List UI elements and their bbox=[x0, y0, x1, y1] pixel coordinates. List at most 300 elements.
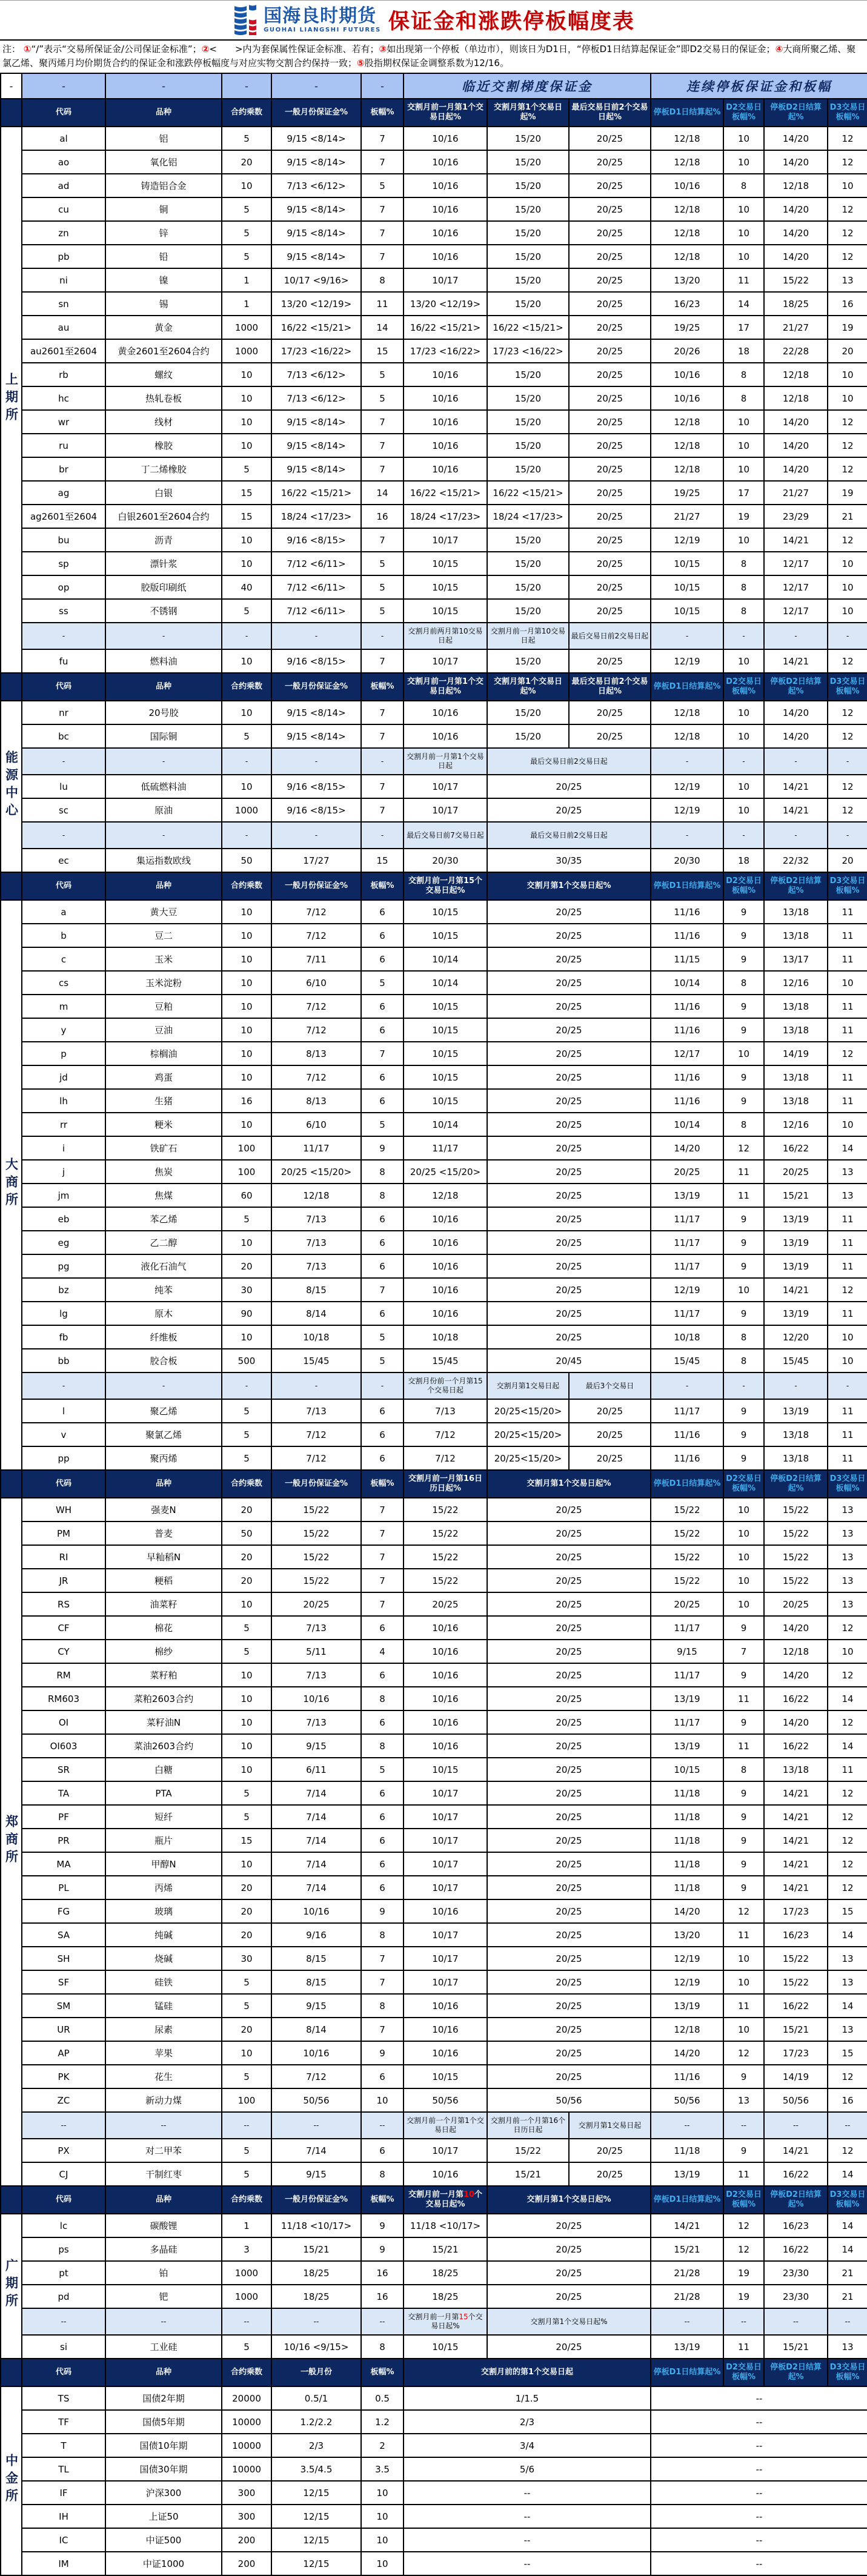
gradient2-cell: 20/25 bbox=[487, 2018, 651, 2041]
gradient1-cell: 10/16 bbox=[404, 410, 487, 434]
gradient1-cell: 10/15 bbox=[404, 1089, 487, 1113]
gradient2-cell: 20/25 bbox=[487, 2237, 651, 2261]
gradient1-cell: 10/16 bbox=[404, 2041, 487, 2065]
table-row bbox=[1, 775, 867, 798]
gradient1-cell: 10/16 bbox=[404, 1687, 487, 1710]
d2-margin-cell: 13/18 bbox=[764, 1446, 828, 1470]
table-row bbox=[1, 971, 867, 995]
d2-limit-cell: 8 bbox=[723, 1758, 764, 1781]
d1-margin-cell: 12/19 bbox=[651, 649, 723, 673]
code-cell: lh bbox=[22, 1089, 105, 1113]
d3-limit-cell: 10 bbox=[828, 575, 867, 599]
dash-cell: - bbox=[361, 73, 404, 99]
gradient1-cell: 10/16 bbox=[404, 363, 487, 386]
d3-limit-cell: 14 bbox=[828, 1136, 867, 1160]
d2-margin-cell: 12/18 bbox=[764, 1640, 828, 1663]
d2-limit-cell: 8 bbox=[723, 1325, 764, 1349]
limit-cell: 7 bbox=[361, 2018, 404, 2041]
table-row bbox=[1, 316, 867, 339]
d1-margin-cell: - bbox=[651, 623, 723, 649]
margin-cell: 18/24 <17/23> bbox=[271, 505, 361, 528]
margin-cell: -- bbox=[271, 2112, 361, 2139]
d2-margin-cell: 12/18 bbox=[764, 174, 828, 197]
d2-limit-cell: 9 bbox=[723, 1254, 764, 1278]
margin-cell: 8/15 bbox=[271, 1278, 361, 1302]
margin-cell: 10/16 bbox=[271, 1899, 361, 1923]
d2-margin-cell: 15/22 bbox=[764, 1498, 828, 1521]
d1-margin-cell: 11/16 bbox=[651, 1065, 723, 1089]
code-cell: lc bbox=[22, 2214, 105, 2237]
multiplier-cell: 10 bbox=[222, 386, 271, 410]
header-cell: 交割月前一月第1个交易日起% bbox=[404, 673, 487, 701]
margin-cell: 11/17 bbox=[271, 1136, 361, 1160]
gradient3-cell: 20/25 bbox=[569, 245, 651, 268]
header-cell: 品种 bbox=[105, 673, 222, 701]
variety-cell: 乙二醇 bbox=[105, 1231, 222, 1254]
d3-limit-cell: 11 bbox=[828, 1399, 867, 1423]
multiplier-cell: 5 bbox=[222, 1207, 271, 1231]
d2-margin-cell: 12/16 bbox=[764, 1113, 828, 1136]
variety-cell: 碳酸锂 bbox=[105, 2214, 222, 2237]
code-cell: FG bbox=[22, 1899, 105, 1923]
limit-cell: 9 bbox=[361, 2041, 404, 2065]
gradient1-cell: 15/22 bbox=[404, 1498, 487, 1521]
variety-cell: 沪深300 bbox=[105, 2481, 222, 2505]
page-title: 保证金和涨跌停板幅度表 bbox=[388, 10, 635, 34]
multiplier-cell: 5 bbox=[222, 1970, 271, 1994]
limit-cell: 7 bbox=[361, 798, 404, 822]
header-cell: 停板D2日结算起% bbox=[764, 673, 828, 701]
section-label-text: 中金所 bbox=[4, 2453, 19, 2506]
d2-limit-cell: 8 bbox=[723, 971, 764, 995]
variety-cell: 豆二 bbox=[105, 924, 222, 947]
variety-cell: 锡 bbox=[105, 292, 222, 316]
multiplier-cell: 5 bbox=[222, 2065, 271, 2088]
table-row bbox=[1, 1781, 867, 1805]
margin-cell: 9/15 <8/14> bbox=[271, 221, 361, 245]
gradient2-cell: 20/25 bbox=[487, 1663, 651, 1687]
header-cell: 停板D2日结算起% bbox=[764, 2359, 828, 2386]
multiplier-cell: 10 bbox=[222, 701, 271, 724]
gradient2-cell: 20/25 bbox=[487, 1325, 651, 1349]
gradient3-cell: 20/25 bbox=[569, 363, 651, 386]
variety-cell: 集运指数欧线 bbox=[105, 849, 222, 872]
table-row bbox=[1, 197, 867, 221]
table-row bbox=[1, 2261, 867, 2285]
gradient1-cell: 15/21 bbox=[404, 2237, 487, 2261]
limit-cell: 6 bbox=[361, 1065, 404, 1089]
variety-cell: 生猪 bbox=[105, 1089, 222, 1113]
limit-cell: 9 bbox=[361, 2237, 404, 2261]
gradient3-cell: 20/25 bbox=[569, 174, 651, 197]
d3-limit-cell: 11 bbox=[828, 1231, 867, 1254]
table-row bbox=[1, 1521, 867, 1545]
gradient2-cell: 交割月前一月第10交易日起 bbox=[487, 623, 569, 649]
d1-margin-cell: 15/45 bbox=[651, 1349, 723, 1372]
limit-cell: 8 bbox=[361, 1923, 404, 1947]
variety-cell: 中证500 bbox=[105, 2528, 222, 2552]
margin-cell: 15/22 bbox=[271, 1569, 361, 1592]
table-row bbox=[1, 1569, 867, 1592]
multiplier-cell: 10 bbox=[222, 649, 271, 673]
d2-limit-cell: 11 bbox=[723, 1687, 764, 1710]
variety-cell: 焦炭 bbox=[105, 1160, 222, 1184]
code-cell: ss bbox=[22, 599, 105, 623]
header-cell: D3交易日板幅% bbox=[828, 673, 867, 701]
code-cell: pb bbox=[22, 245, 105, 268]
limit-cell: 7 bbox=[361, 528, 404, 552]
d2-limit-cell: 10 bbox=[723, 1947, 764, 1970]
d2-limit-cell: 17 bbox=[723, 481, 764, 505]
margin-cell: 7/12 bbox=[271, 1065, 361, 1089]
d3-limit-cell: 12 bbox=[828, 775, 867, 798]
d3-limit-cell: 11 bbox=[828, 1302, 867, 1325]
multiplier-cell: 10 bbox=[222, 1592, 271, 1616]
header-cell: 交割月前一月第16日历日起% bbox=[404, 1470, 487, 1498]
dash-cell: - bbox=[105, 73, 222, 99]
multiplier-cell: 10 bbox=[222, 2041, 271, 2065]
header-cell: D3交易日板幅% bbox=[828, 99, 867, 127]
gradient3-cell: 20/25 bbox=[569, 339, 651, 363]
limit-cell: - bbox=[361, 748, 404, 775]
d3-limit-cell: 12 bbox=[828, 528, 867, 552]
d1-margin-cell: 11/17 bbox=[651, 1616, 723, 1640]
multiplier-cell: 10 bbox=[222, 1065, 271, 1089]
d3-limit-cell: 12 bbox=[828, 1829, 867, 1852]
variety-cell: 胶版印刷纸 bbox=[105, 575, 222, 599]
variety-cell: 新动力煤 bbox=[105, 2088, 222, 2112]
multiplier-cell: 30 bbox=[222, 1278, 271, 1302]
d2-margin-cell: 15/45 bbox=[764, 1349, 828, 1372]
d1-margin-cell: 10/16 bbox=[651, 174, 723, 197]
d1-margin-cell: 12/18 bbox=[651, 410, 723, 434]
code-cell: pp bbox=[22, 1446, 105, 1470]
table-row bbox=[1, 947, 867, 971]
multiplier-cell: 100 bbox=[222, 1160, 271, 1184]
note-marker: ① bbox=[23, 44, 32, 55]
header-cell: 合约乘数 bbox=[222, 2186, 271, 2214]
gradient1-cell: 10/17 bbox=[404, 1876, 487, 1899]
margin-cell: 12/15 bbox=[271, 2505, 361, 2528]
d2-limit-cell: - bbox=[723, 623, 764, 649]
d2-margin-cell: 14/19 bbox=[764, 2065, 828, 2088]
multiplier-cell: 10 bbox=[222, 1734, 271, 1758]
d2-margin-cell: 14/20 bbox=[764, 1710, 828, 1734]
gradient2-cell: 20/25 bbox=[487, 1042, 651, 1065]
gradient2-cell: 20/25 bbox=[487, 1184, 651, 1207]
multiplier-cell: 10 bbox=[222, 1687, 271, 1710]
d2-limit-cell: 13 bbox=[723, 2088, 764, 2112]
margin-cell: 7/12 <6/11> bbox=[271, 599, 361, 623]
d3-limit-cell: 11 bbox=[828, 1207, 867, 1231]
d3-limit-cell: 13 bbox=[828, 2335, 867, 2359]
d2-margin-cell: 15/22 bbox=[764, 1569, 828, 1592]
d2-limit-cell: 9 bbox=[723, 947, 764, 971]
gradient3-cell: 20/25 bbox=[569, 292, 651, 316]
gradient2-cell: 20/25 bbox=[487, 1947, 651, 1970]
limit-cell: 9 bbox=[361, 1136, 404, 1160]
header-cell: 板幅% bbox=[361, 2359, 404, 2386]
table-row bbox=[1, 1687, 867, 1710]
d3-limit-cell: 12 bbox=[828, 245, 867, 268]
d3-limit-cell: 12 bbox=[828, 1042, 867, 1065]
header-cell: 代码 bbox=[22, 2359, 105, 2386]
margin-cell: 16/22 <15/21> bbox=[271, 481, 361, 505]
multiplier-cell: 40 bbox=[222, 575, 271, 599]
d1-margin-cell: -- bbox=[651, 2112, 723, 2139]
gradient1-cell: 10/16 bbox=[404, 1207, 487, 1231]
variety-cell: 线材 bbox=[105, 410, 222, 434]
gradient1-cell: 1/1.5 bbox=[404, 2386, 651, 2410]
d2-limit-cell: 10 bbox=[723, 1545, 764, 1569]
gradient2-cell: 15/20 bbox=[487, 150, 569, 174]
variety-cell: 棕榈油 bbox=[105, 1042, 222, 1065]
variety-cell: 锰硅 bbox=[105, 1994, 222, 2018]
d3-limit-cell: 10 bbox=[828, 386, 867, 410]
multiplier-cell: 60 bbox=[222, 1184, 271, 1207]
code-cell: rb bbox=[22, 363, 105, 386]
table-row bbox=[1, 1994, 867, 2018]
d2-limit-cell: 9 bbox=[723, 1302, 764, 1325]
gradient1-cell: 16/22 <15/21> bbox=[404, 481, 487, 505]
gradient1-cell: 10/16 bbox=[404, 245, 487, 268]
d3-limit-cell: 14 bbox=[828, 1734, 867, 1758]
code-cell: y bbox=[22, 1018, 105, 1042]
variety-cell: 纯苯 bbox=[105, 1278, 222, 1302]
d3-limit-cell: 13 bbox=[828, 1545, 867, 1569]
d1-margin-cell: 10/16 bbox=[651, 386, 723, 410]
gradient2-cell: 18/24 <17/23> bbox=[487, 505, 569, 528]
limit-cell: 6 bbox=[361, 1018, 404, 1042]
d2-limit-cell: 10 bbox=[723, 724, 764, 748]
code-cell: ag2601至2604 bbox=[22, 505, 105, 528]
margin-cell: 20/25 <15/20> bbox=[271, 1160, 361, 1184]
d3-limit-cell: 12 bbox=[828, 150, 867, 174]
d2-limit-cell: 10 bbox=[723, 1278, 764, 1302]
d2-limit-cell: 9 bbox=[723, 1018, 764, 1042]
header-cell: 停板D2日结算起% bbox=[764, 99, 828, 127]
d2-limit-cell: 9 bbox=[723, 900, 764, 924]
d2-margin-cell: 14/20 bbox=[764, 434, 828, 457]
d3-limit-cell: 12 bbox=[828, 457, 867, 481]
header-cell: D3交易日板幅% bbox=[828, 872, 867, 900]
d2-limit-cell: 11 bbox=[723, 268, 764, 292]
margin-cell: 9/15 <8/14> bbox=[271, 457, 361, 481]
code-cell: TA bbox=[22, 1781, 105, 1805]
variety-cell: 硅铁 bbox=[105, 1970, 222, 1994]
table-row bbox=[1, 150, 867, 174]
d2-margin-cell: 14/20 bbox=[764, 457, 828, 481]
multiplier-cell: 16 bbox=[222, 1089, 271, 1113]
variety-cell: 国债30年期 bbox=[105, 2457, 222, 2481]
section-label-text: 上期所 bbox=[4, 372, 19, 425]
d2-margin-cell: 16/22 bbox=[764, 1136, 828, 1160]
gradient1-cell: 10/16 bbox=[404, 1254, 487, 1278]
d3-limit-cell: 15 bbox=[828, 2041, 867, 2065]
d2-margin-cell: 14/20 bbox=[764, 410, 828, 434]
gradient2-cell: 20/25 bbox=[487, 1923, 651, 1947]
gradient1-cell: 10/16 bbox=[404, 2162, 487, 2186]
d2-limit-cell: 10 bbox=[723, 245, 764, 268]
d2-limit-cell: - bbox=[723, 748, 764, 775]
d3-limit-cell: - bbox=[828, 623, 867, 649]
margin-cell: -- bbox=[271, 2308, 361, 2335]
gradient1-cell: 10/15 bbox=[404, 575, 487, 599]
limit-cell: 6 bbox=[361, 1399, 404, 1423]
gradient1-cell: 2/3 bbox=[404, 2410, 651, 2434]
gradient1-cell: 11/18 <10/17> bbox=[404, 2214, 487, 2237]
multiplier-cell: - bbox=[222, 748, 271, 775]
d2-margin-cell: 13/18 bbox=[764, 1089, 828, 1113]
d1-margin-cell: 11/17 bbox=[651, 1710, 723, 1734]
table-row bbox=[1, 2481, 867, 2505]
d2-limit-cell: 10 bbox=[723, 701, 764, 724]
multiplier-cell: 5 bbox=[222, 1423, 271, 1446]
limit-cell: 6 bbox=[361, 1302, 404, 1325]
multiplier-cell: 90 bbox=[222, 1302, 271, 1325]
gradient2-cell: 20/25 bbox=[487, 1498, 651, 1521]
table-row bbox=[1, 701, 867, 724]
code-cell: CJ bbox=[22, 2162, 105, 2186]
gradient1-cell: 10/16 bbox=[404, 127, 487, 150]
header-cell: 代码 bbox=[22, 2186, 105, 2214]
margin-cell: 7/13 <6/12> bbox=[271, 174, 361, 197]
d1-margin-cell: 13/19 bbox=[651, 1687, 723, 1710]
section-label bbox=[1, 127, 22, 673]
variety-cell: 低硫燃料油 bbox=[105, 775, 222, 798]
d2-margin-cell: 14/21 bbox=[764, 649, 828, 673]
limit-cell: 6 bbox=[361, 947, 404, 971]
d3-limit-cell: - bbox=[828, 1372, 867, 1399]
variety-cell: - bbox=[105, 822, 222, 849]
d2-margin-cell: 12/17 bbox=[764, 552, 828, 575]
gradient1-cell: 20/30 bbox=[404, 849, 487, 872]
gradient2-cell: 20/25 bbox=[487, 1160, 651, 1184]
d1-margin-cell: -- bbox=[651, 2457, 867, 2481]
d1-margin-cell: - bbox=[651, 748, 723, 775]
gradient1-cell: 10/17 bbox=[404, 268, 487, 292]
variety-cell: 聚乙烯 bbox=[105, 1399, 222, 1423]
margin-cell: 10/16 bbox=[271, 1687, 361, 1710]
group-title: 连续停板保证金和板幅 bbox=[651, 73, 867, 99]
limit-cell: 6 bbox=[361, 1616, 404, 1640]
d3-limit-cell: 19 bbox=[828, 316, 867, 339]
margin-cell: 8/15 bbox=[271, 1947, 361, 1970]
d2-limit-cell: 8 bbox=[723, 363, 764, 386]
table-row bbox=[1, 575, 867, 599]
code-cell: TL bbox=[22, 2457, 105, 2481]
d3-limit-cell: 12 bbox=[828, 1876, 867, 1899]
variety-cell: 菜籽粕 bbox=[105, 1663, 222, 1687]
code-cell: nr bbox=[22, 701, 105, 724]
gradient3-cell: 20/25 bbox=[569, 386, 651, 410]
multiplier-cell: 5 bbox=[222, 724, 271, 748]
gradient2-cell: 20/25 bbox=[487, 1302, 651, 1325]
margin-cell: - bbox=[271, 623, 361, 649]
d1-margin-cell: 12/19 bbox=[651, 775, 723, 798]
code-cell: - bbox=[22, 748, 105, 775]
variety-cell: -- bbox=[105, 2112, 222, 2139]
d1-margin-cell: 11/16 bbox=[651, 1423, 723, 1446]
multiplier-cell: 5 bbox=[222, 1640, 271, 1663]
variety-cell: 粳稻 bbox=[105, 1569, 222, 1592]
code-cell: PL bbox=[22, 1876, 105, 1899]
margin-cell: 7/14 bbox=[271, 1781, 361, 1805]
header-cell: 一般月份保证金% bbox=[271, 872, 361, 900]
margin-cell: 11/18 <10/17> bbox=[271, 2214, 361, 2237]
code-cell: zn bbox=[22, 221, 105, 245]
d2-limit-cell: 17 bbox=[723, 316, 764, 339]
variety-cell: 粳米 bbox=[105, 1113, 222, 1136]
cell-text: 交割月前一月第 bbox=[408, 2190, 463, 2199]
header-cell: 交割月第1个交易日起% bbox=[487, 1470, 651, 1498]
variety-cell: 铜 bbox=[105, 197, 222, 221]
table-row bbox=[1, 363, 867, 386]
margin-cell: 8/13 bbox=[271, 1042, 361, 1065]
note-text: 大商所聚乙烯、聚氯乙烯、聚丙烯月均价期货合约的保证金和涨跌停板幅度与对应实物交割合约保持一致； bbox=[2, 44, 856, 68]
multiplier-cell: - bbox=[222, 1372, 271, 1399]
limit-cell: 7 bbox=[361, 1278, 404, 1302]
table-row bbox=[1, 649, 867, 673]
margin-cell: 7/12 <6/11> bbox=[271, 575, 361, 599]
limit-cell: 6 bbox=[361, 1254, 404, 1278]
multiplier-cell: 10 bbox=[222, 1018, 271, 1042]
table-row bbox=[1, 849, 867, 872]
d3-limit-cell: 13 bbox=[828, 1160, 867, 1184]
section-label bbox=[1, 701, 22, 872]
gradient1-cell: 10/15 bbox=[404, 995, 487, 1018]
header-corner-cell bbox=[1, 2186, 22, 2214]
d3-limit-cell: 11 bbox=[828, 1018, 867, 1042]
variety-cell: 胶合板 bbox=[105, 1349, 222, 1372]
code-cell: SF bbox=[22, 1970, 105, 1994]
gradient2-cell: 30/35 bbox=[487, 849, 651, 872]
limit-cell: 6 bbox=[361, 1781, 404, 1805]
d2-limit-cell: 18 bbox=[723, 849, 764, 872]
limit-cell: 6 bbox=[361, 1805, 404, 1829]
section-label bbox=[1, 900, 22, 1470]
code-cell: m bbox=[22, 995, 105, 1018]
limit-cell: 15 bbox=[361, 339, 404, 363]
header-corner-cell bbox=[1, 99, 22, 127]
gradient2-cell: 15/20 bbox=[487, 724, 569, 748]
d1-margin-cell: 10/14 bbox=[651, 971, 723, 995]
guohai-logo-icon bbox=[232, 5, 260, 35]
table-row bbox=[1, 924, 867, 947]
limit-cell: 6 bbox=[361, 1446, 404, 1470]
margin-cell: 7/12 bbox=[271, 1446, 361, 1470]
variety-cell: 铝 bbox=[105, 127, 222, 150]
table-row bbox=[1, 1184, 867, 1207]
margin-cell: 7/12 bbox=[271, 2065, 361, 2088]
gradient1-cell: 交割月前一个月第1个交易日起 bbox=[404, 2112, 487, 2139]
margin-cell: 9/15 <8/14> bbox=[271, 434, 361, 457]
code-cell: sc bbox=[22, 798, 105, 822]
d3-limit-cell: 10 bbox=[828, 1349, 867, 1372]
gradient2-cell: 20/25 bbox=[487, 1805, 651, 1829]
code-cell: PX bbox=[22, 2139, 105, 2162]
d3-limit-cell: 13 bbox=[828, 1970, 867, 1994]
gradient2-cell: 16/22 <15/21> bbox=[487, 316, 569, 339]
header-cell: D2交易日板幅% bbox=[723, 1470, 764, 1498]
d1-margin-cell: 14/20 bbox=[651, 1899, 723, 1923]
code-cell: - bbox=[22, 822, 105, 849]
code-cell: ag bbox=[22, 481, 105, 505]
margin-cell: 10/17 <9/16> bbox=[271, 268, 361, 292]
d3-limit-cell: 11 bbox=[828, 1065, 867, 1089]
code-cell: UR bbox=[22, 2018, 105, 2041]
d2-margin-cell: 16/22 bbox=[764, 1687, 828, 1710]
